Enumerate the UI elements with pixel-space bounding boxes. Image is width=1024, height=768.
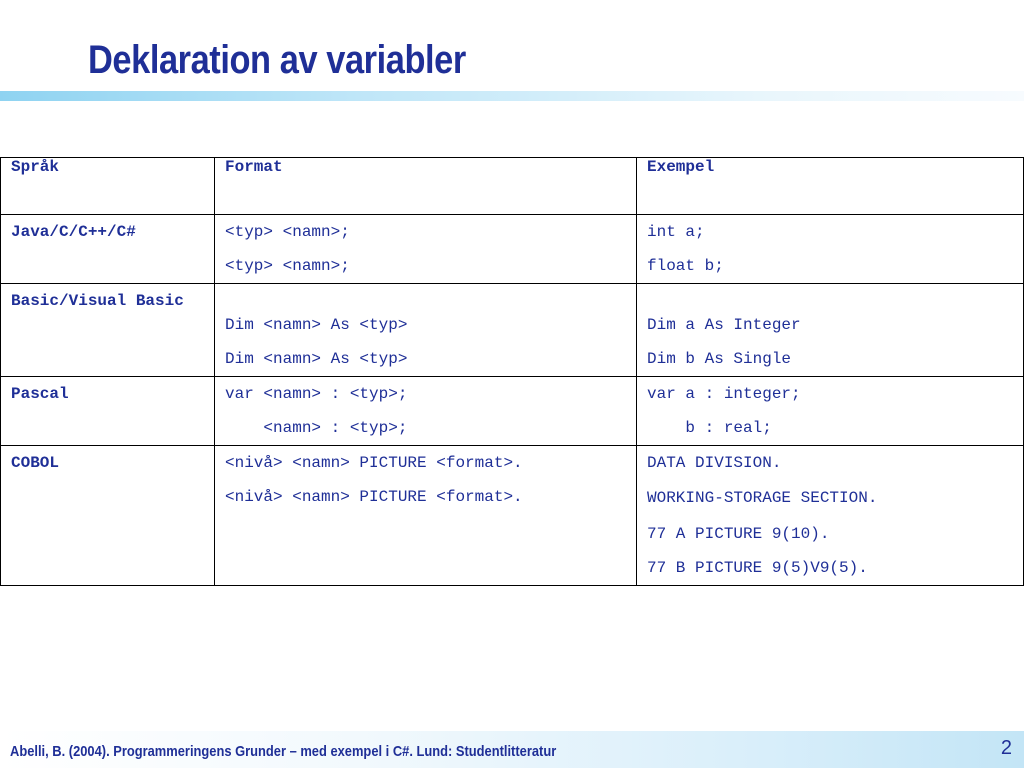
- cell-spacer: [647, 284, 1013, 308]
- language-label: Pascal: [11, 385, 69, 403]
- footer-citation: Abelli, B. (2004). Programmeringens Grunder – med exempel i C#. Lund: Studentlitteratur: [10, 743, 557, 760]
- example-line: 77 A PICTURE 9(10).: [647, 525, 830, 543]
- format-line: Dim <namn> As <typ>: [225, 316, 408, 334]
- language-cell: [1, 284, 215, 377]
- format-line: <nivå> <namn> PICTURE <format>.: [225, 454, 523, 472]
- declaration-table: [0, 157, 1024, 586]
- language-cell: [1, 377, 215, 446]
- format-line: <namn> : <typ>;: [225, 419, 408, 437]
- example-line: var a : integer;: [647, 385, 801, 403]
- header-example: Exempel: [637, 158, 1024, 215]
- table-row: [1, 215, 1024, 284]
- example-line: Dim a As Integer: [647, 316, 801, 334]
- example-cell: [637, 446, 1024, 586]
- language-cell: [1, 215, 215, 284]
- table-header-row: [1, 158, 1024, 215]
- table-row: [1, 446, 1024, 586]
- example-line: int a;: [647, 223, 705, 241]
- format-line: var <namn> : <typ>;: [225, 385, 408, 403]
- example-line: DATA DIVISION.: [647, 454, 782, 472]
- title-underline-bar: [0, 91, 1024, 101]
- example-line: Dim b As Single: [647, 350, 792, 368]
- example-line: WORKING-STORAGE SECTION.: [647, 489, 878, 507]
- format-line: <typ> <namn>;: [225, 223, 350, 241]
- example-cell: [637, 377, 1024, 446]
- language-label: Java/C/C++/C#: [11, 223, 136, 241]
- table-row: [1, 377, 1024, 446]
- format-cell: [215, 377, 637, 446]
- footer-bar: [0, 731, 1024, 768]
- format-cell: [215, 446, 637, 586]
- example-cell: [637, 284, 1024, 377]
- language-cell: [1, 446, 215, 586]
- cell-spacer: [225, 284, 626, 308]
- example-cell: [637, 215, 1024, 284]
- format-cell: [215, 284, 637, 377]
- language-label: Basic/Visual Basic: [11, 292, 184, 310]
- format-line: <nivå> <namn> PICTURE <format>.: [225, 488, 523, 506]
- example-line: 77 B PICTURE 9(5)V9(5).: [647, 559, 868, 577]
- format-line: Dim <namn> As <typ>: [225, 350, 408, 368]
- header-language: Språk: [1, 158, 215, 215]
- page-number: 2: [1000, 737, 1012, 759]
- slide-title: Deklaration av variabler: [88, 38, 466, 82]
- format-line: <typ> <namn>;: [225, 257, 350, 275]
- example-line: float b;: [647, 257, 724, 275]
- language-label: COBOL: [11, 454, 60, 472]
- format-cell: [215, 215, 637, 284]
- header-format: Format: [215, 158, 637, 215]
- table-row: [1, 284, 1024, 377]
- example-line: b : real;: [647, 419, 772, 437]
